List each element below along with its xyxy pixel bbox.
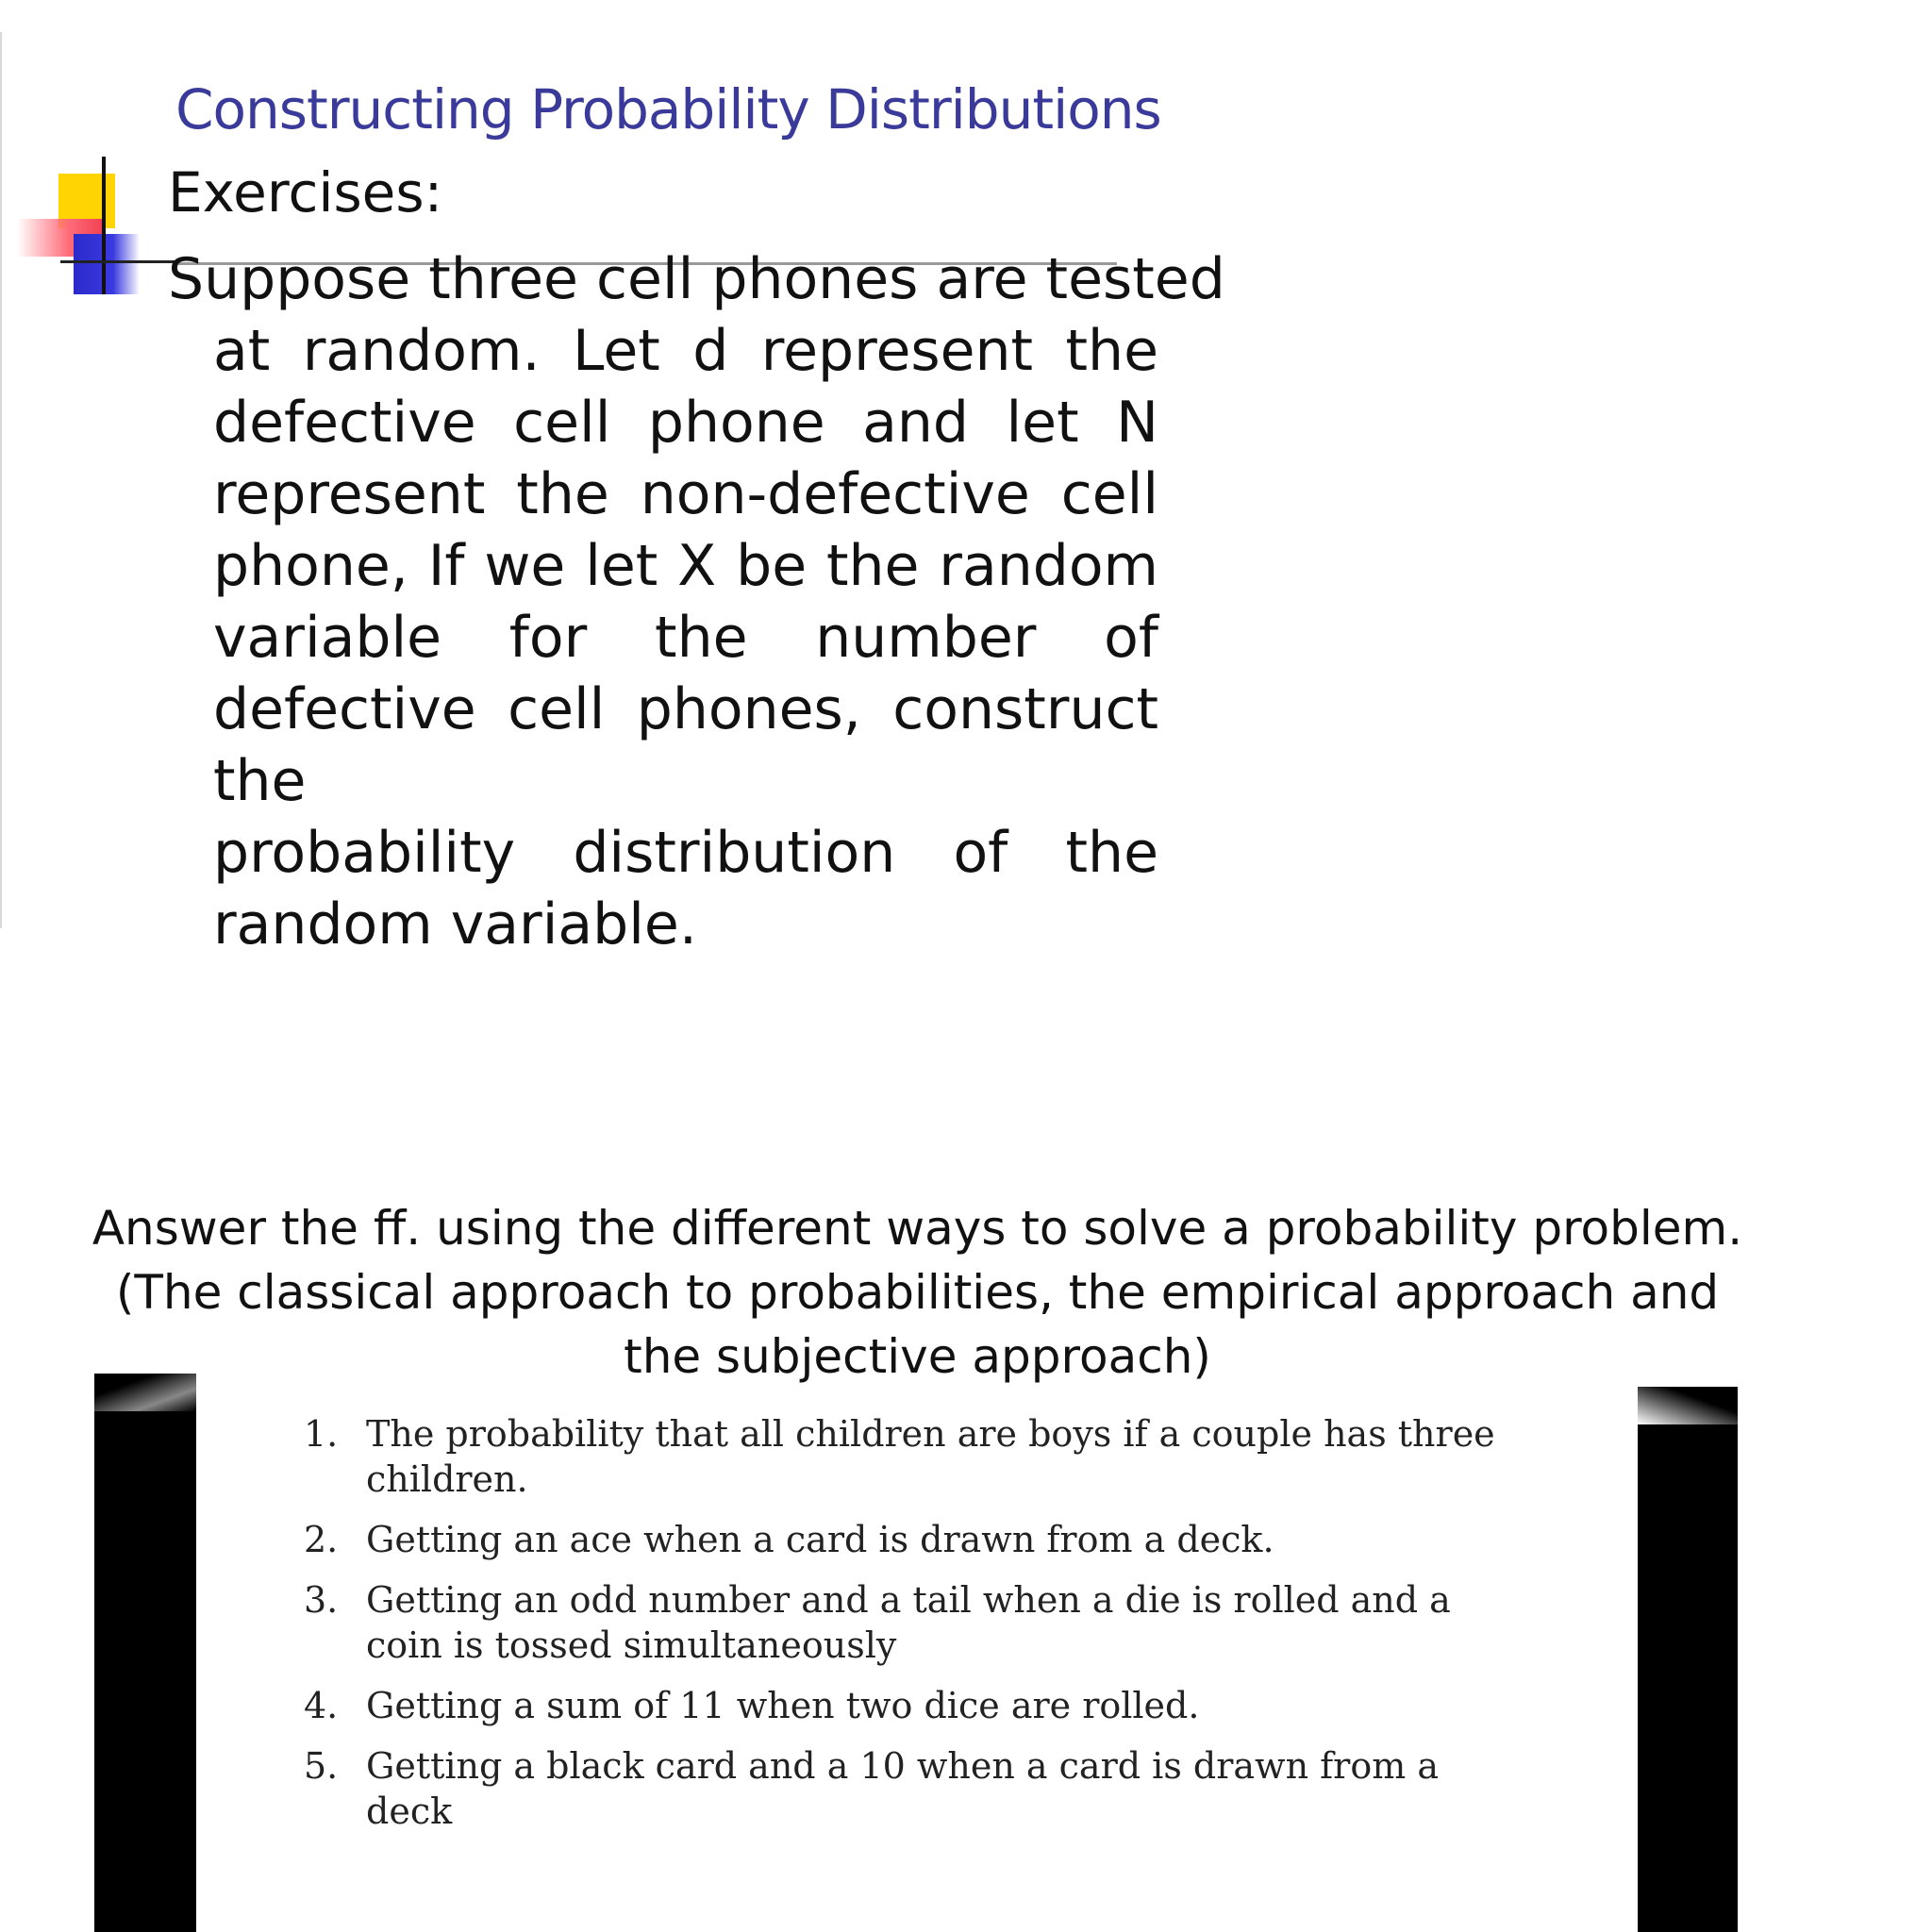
list-item — [304, 1683, 1530, 1728]
question-text: Getting a sum of 11 when two dice are rolled. — [366, 1685, 1200, 1726]
question-number: 4. — [304, 1685, 339, 1726]
list-item — [304, 1517, 1530, 1562]
left-border-highlight — [94, 1374, 196, 1411]
question-text: The probability that all children are boys if a couple has three children. — [366, 1413, 1495, 1500]
vertical-rule-decoration — [102, 157, 106, 294]
exercise-line: defective cell phones, construct the — [213, 676, 1158, 814]
question-number: 1. — [304, 1413, 339, 1455]
question-text: Getting a black card and a 10 when a card is drawn from a deck — [366, 1745, 1439, 1832]
exercise-line: Suppose three cell phones are tested — [168, 246, 1225, 312]
question-text: Getting an odd number and a tail when a die is rolled and a coin is tossed simultaneously — [366, 1579, 1451, 1666]
question-number: 2. — [304, 1519, 339, 1560]
exercise-line: phone, If we let X be the random — [213, 533, 1158, 599]
horizontal-rule-decoration — [60, 260, 177, 263]
question-list — [304, 1411, 1530, 1849]
instructions-line: (The classical approach to probabilities, the empirical approach and — [115, 1265, 1720, 1320]
left-black-border — [94, 1374, 196, 1932]
exercise-paragraph — [168, 243, 1225, 960]
exercise-line: variable for the number of — [213, 605, 1158, 671]
right-black-border — [1638, 1387, 1738, 1932]
exercise-line: represent the non-defective cell — [213, 461, 1158, 527]
blue-square-decoration — [74, 234, 140, 294]
exercise-line: defective cell phone and let N — [213, 390, 1158, 456]
list-item — [304, 1577, 1530, 1668]
list-item — [304, 1411, 1530, 1502]
slide-bullet-decoration — [17, 157, 177, 298]
instructions-heading — [0, 1196, 1835, 1389]
exercise-line: at random. Let d represent the — [213, 318, 1158, 384]
exercise-line: probability distribution of the — [213, 820, 1158, 886]
instructions-line: the subjective approach) — [624, 1329, 1211, 1384]
question-number: 5. — [304, 1745, 339, 1787]
exercises-label: Exercises: — [168, 160, 443, 225]
slide-title: Constructing Probability Distributions — [175, 77, 1161, 142]
exercise-line: random variable. — [213, 891, 697, 958]
right-border-highlight — [1638, 1387, 1738, 1424]
question-number: 3. — [304, 1579, 339, 1621]
question-text: Getting an ace when a card is drawn from a deck. — [366, 1519, 1274, 1560]
list-item — [304, 1743, 1530, 1834]
instructions-line: Answer the ff. using the different ways to solve a probability problem. — [92, 1201, 1743, 1256]
